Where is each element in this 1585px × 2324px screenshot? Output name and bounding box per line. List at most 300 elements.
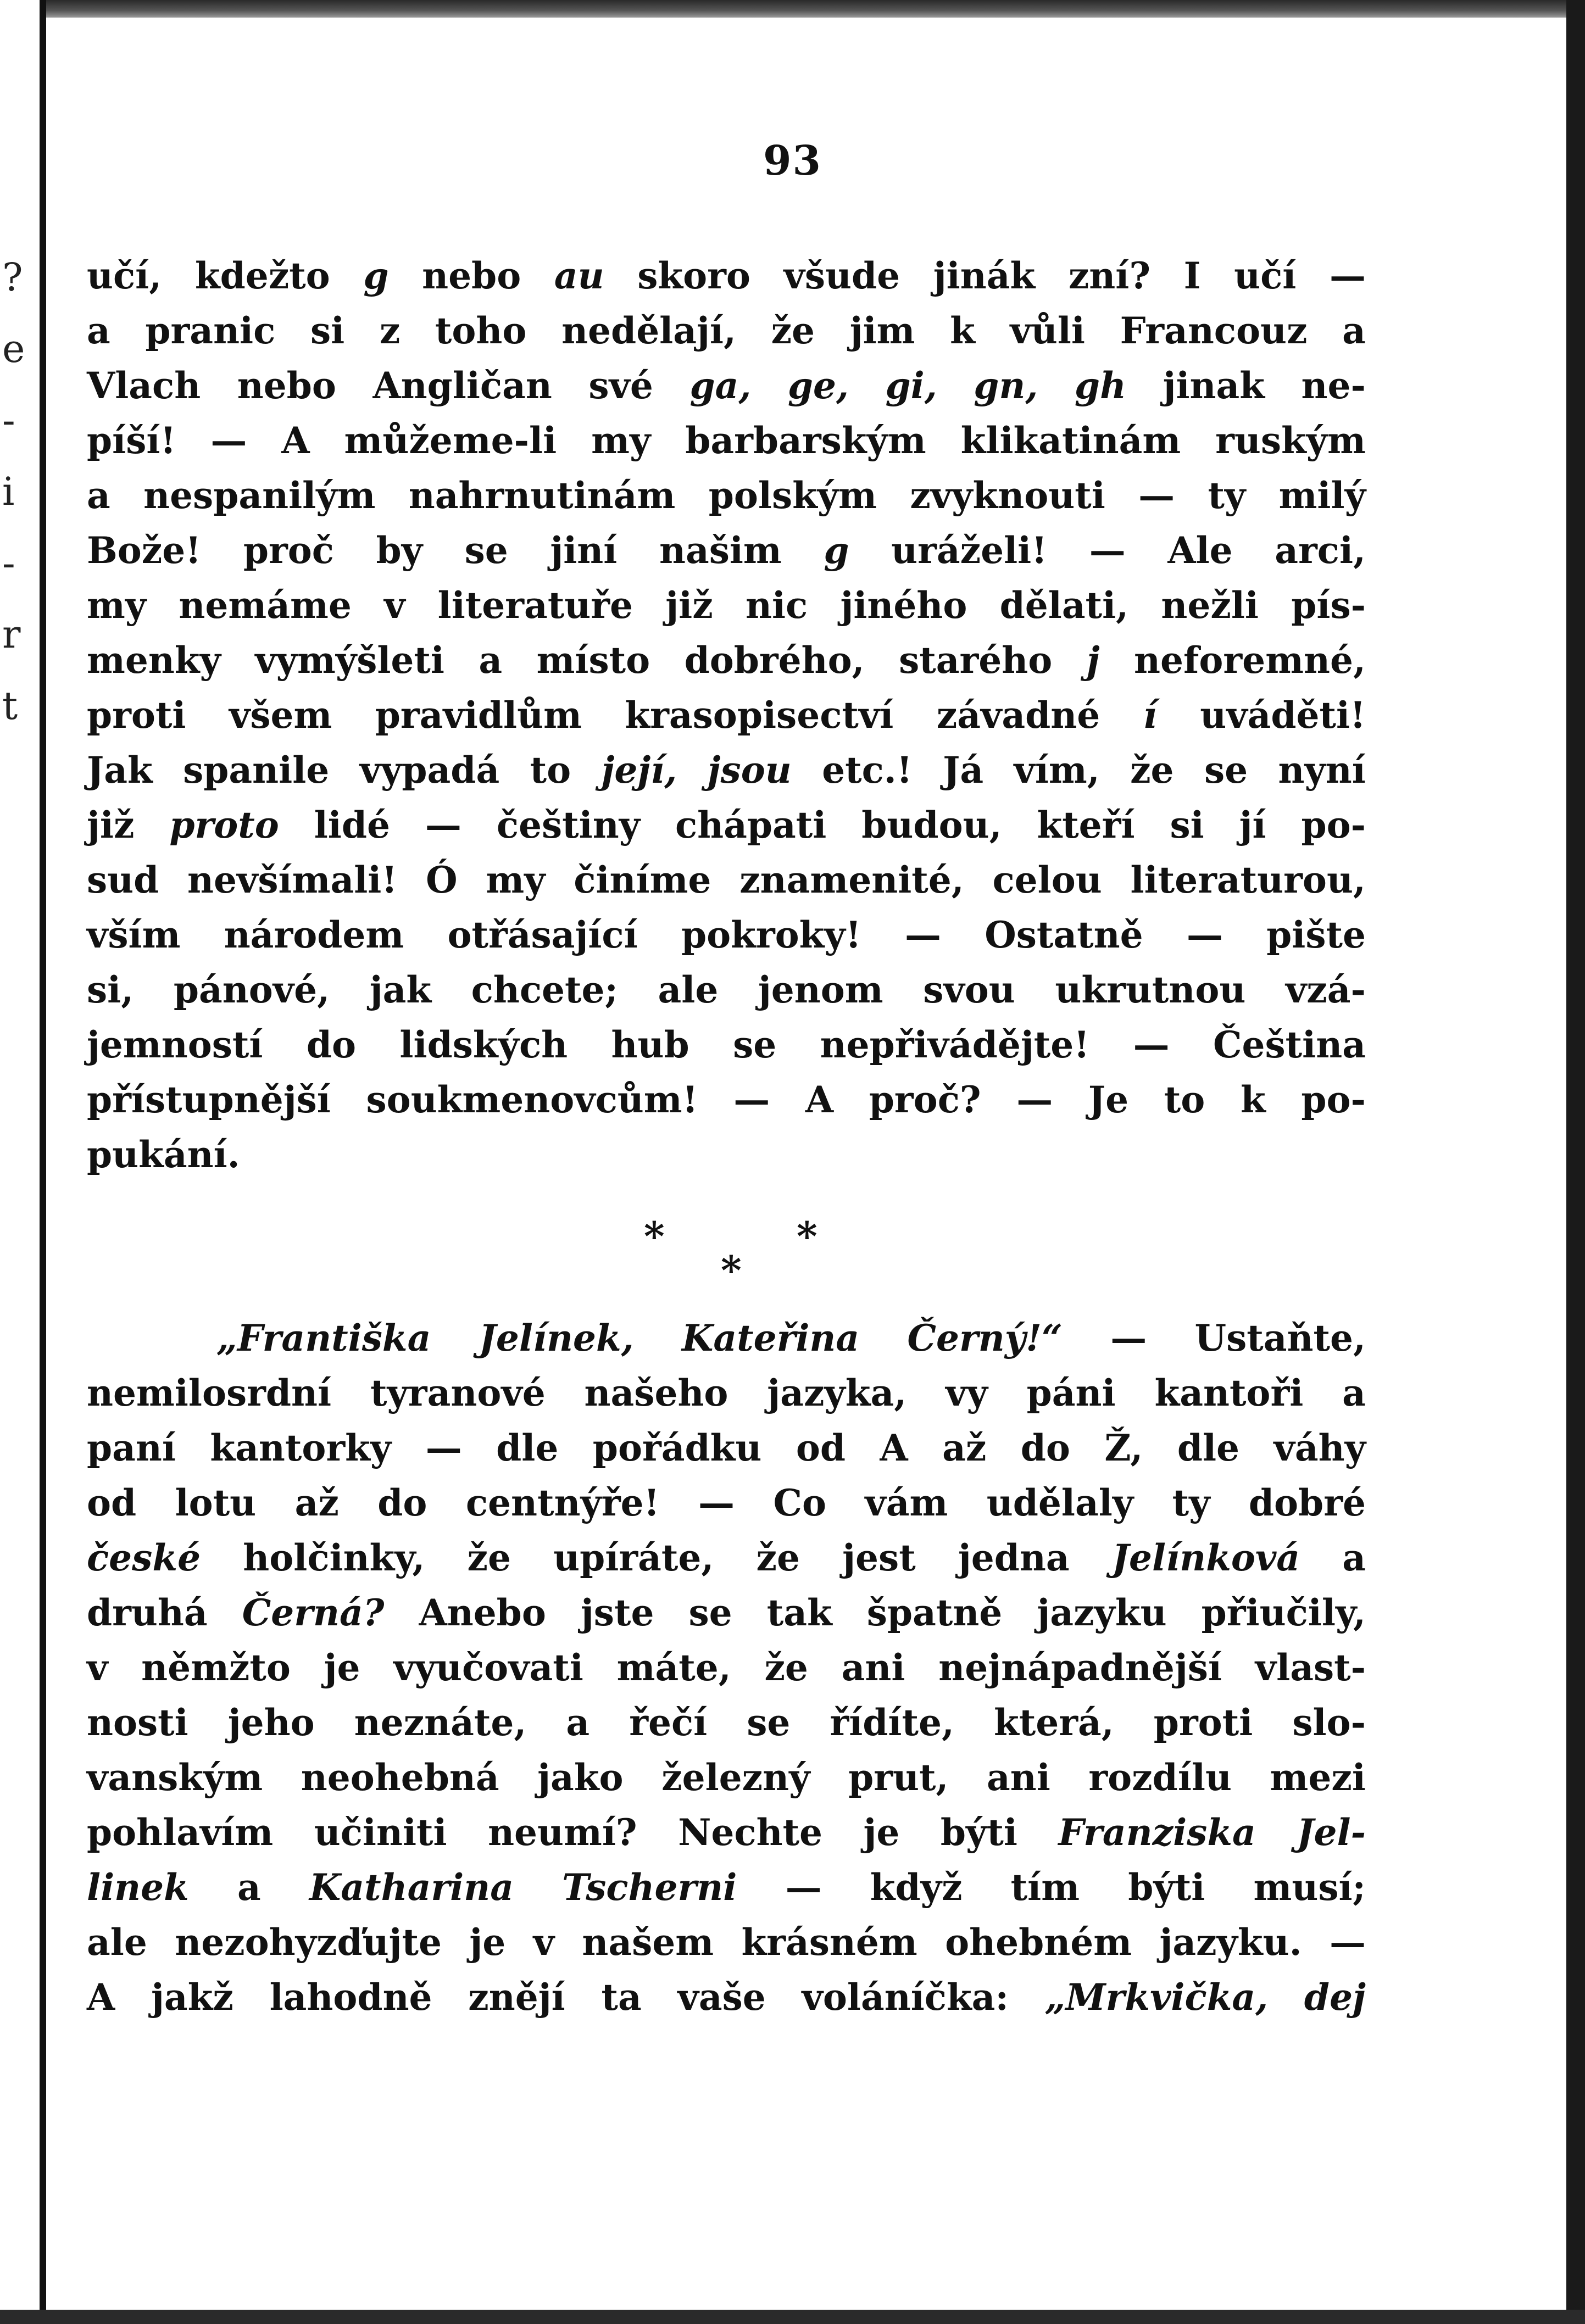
word: jako (537, 1756, 624, 1799)
word: dělati, (999, 584, 1129, 627)
word: krásném (741, 1921, 917, 1964)
word: své (588, 364, 653, 407)
word: pranic (145, 309, 276, 352)
word: „Mrkvička, (1044, 1976, 1269, 2019)
word: Anebo (419, 1591, 546, 1634)
word: Co (773, 1481, 826, 1524)
word: linek (87, 1866, 189, 1909)
word: že (771, 309, 815, 352)
word: gi, (885, 364, 937, 407)
word: kdežto (194, 254, 330, 297)
separator-asterisk: * (797, 1213, 817, 1259)
word: tyranové (370, 1372, 546, 1414)
word: vymýšleti (255, 639, 444, 682)
word: prut, (848, 1756, 949, 1799)
word: místo (536, 639, 650, 682)
text-line (87, 1585, 1366, 1640)
word: uváděti! (1200, 694, 1366, 737)
text-line (87, 1695, 1366, 1750)
word: si (1170, 804, 1204, 846)
word: Kateřina (681, 1317, 860, 1359)
word: již (665, 584, 713, 627)
text-line (87, 248, 1366, 303)
word: píší! (87, 419, 176, 462)
word: se (1204, 749, 1248, 792)
word: gn, (974, 364, 1038, 407)
text-line (87, 468, 1366, 523)
word: j (1086, 639, 1100, 682)
word: se (733, 1023, 777, 1066)
word: pohlavím (87, 1811, 274, 1854)
word: češtiny (496, 804, 641, 846)
word: Ale (1167, 529, 1233, 572)
word: řečí (629, 1701, 708, 1744)
word: Ž, (1104, 1426, 1143, 1469)
text-line (87, 1475, 1366, 1530)
word: Jak (87, 749, 153, 792)
word: — (904, 913, 941, 956)
word: neohebná (301, 1756, 499, 1799)
text-line (87, 1970, 1366, 2025)
word: jak (369, 968, 432, 1011)
word: Čeština (1213, 1023, 1366, 1066)
word: si, (87, 968, 134, 1011)
word: ga, (689, 364, 752, 407)
word: spanile (183, 749, 330, 792)
word: my (486, 859, 546, 901)
text-line (87, 1915, 1366, 1970)
edge-mark: e (2, 326, 25, 371)
word: neumí? (488, 1811, 637, 1854)
word: ge, (787, 364, 849, 407)
text-line (87, 578, 1366, 633)
word: jim (849, 309, 915, 352)
word: dle (1177, 1426, 1240, 1469)
word: železný (661, 1756, 810, 1799)
separator-asterisk: * (644, 1213, 665, 1259)
word: to (530, 749, 571, 792)
word: učí, (87, 254, 162, 297)
word: my (591, 419, 651, 462)
word: A (805, 1078, 834, 1121)
text-line (87, 1366, 1366, 1420)
word: uráželi! (891, 529, 1048, 572)
text-line (87, 358, 1366, 413)
word: k (1240, 1078, 1266, 1121)
word: můžeme-li (344, 419, 557, 462)
word: Já (943, 749, 984, 792)
word: se (688, 1591, 732, 1634)
word: sud (87, 859, 159, 901)
word: A (880, 1426, 908, 1469)
word: nevšímali! (187, 859, 398, 901)
word: nebo (237, 364, 336, 407)
word: nyní (1278, 749, 1366, 792)
word: pravidlům (375, 694, 582, 737)
word: — (1110, 1317, 1147, 1359)
text-line (87, 1750, 1366, 1805)
word: v (87, 1646, 108, 1689)
word: druhá (87, 1591, 208, 1634)
edge-mark: - (2, 398, 15, 443)
word: Černý!“ (907, 1317, 1063, 1359)
word: centnýře! (465, 1481, 660, 1524)
word: paní (87, 1426, 176, 1469)
word: Bože! (87, 529, 202, 572)
word: jí (1239, 804, 1266, 846)
separator-asterisk: * (721, 1247, 742, 1294)
word: ty (1208, 474, 1246, 517)
word: do (306, 1023, 357, 1066)
word: dobrého, (684, 639, 865, 682)
word: slo- (1292, 1701, 1366, 1744)
text-line (87, 1127, 1366, 1182)
word: když (870, 1866, 963, 1909)
word: ani (987, 1756, 1050, 1799)
word: etc.! (822, 749, 913, 792)
word: Jel- (1297, 1811, 1366, 1854)
word: g (363, 254, 389, 297)
word: voláníčka: (802, 1976, 1009, 2019)
word: literatuře (437, 584, 633, 627)
paragraph-2 (87, 1311, 1366, 2025)
word: ne- (1301, 364, 1366, 407)
word: — (1186, 913, 1223, 956)
word: — (1089, 529, 1126, 572)
edge-mark: t (2, 683, 18, 728)
word: A (281, 419, 310, 462)
word: jinak (1163, 364, 1265, 407)
word: kantorky (210, 1426, 392, 1469)
word: až (942, 1426, 987, 1469)
word: zní? (1068, 254, 1151, 297)
word: Franziska (1058, 1811, 1256, 1854)
word: a (1342, 309, 1366, 352)
word: — (733, 1078, 770, 1121)
word: udělaly (986, 1481, 1134, 1524)
word: pořádku (592, 1426, 762, 1469)
word: neforemné, (1134, 639, 1366, 682)
word: tak (766, 1591, 832, 1634)
word: vůli (1010, 309, 1085, 352)
word: Francouz (1120, 309, 1308, 352)
word: ty (1172, 1481, 1210, 1524)
word: nežli (1161, 584, 1259, 627)
word: arci, (1275, 529, 1366, 572)
word: se (464, 529, 508, 572)
word: jsou (707, 749, 792, 792)
word: jedna (958, 1536, 1070, 1579)
word: že (756, 1536, 800, 1579)
word: vím, (1014, 749, 1100, 792)
paragraph-1 (87, 248, 1366, 1182)
scan-gutter-line (40, 0, 46, 2324)
word: znamenité, (739, 859, 964, 901)
word: literaturou, (1130, 859, 1366, 901)
word: nemilosrdní (87, 1372, 332, 1414)
word: od (87, 1481, 137, 1524)
word: váhy (1273, 1426, 1366, 1469)
word: po- (1301, 1078, 1366, 1121)
word: proti (1153, 1701, 1253, 1744)
text-line (87, 1860, 1366, 1915)
word: toho (435, 309, 527, 352)
word: my (87, 584, 147, 627)
word: ohebném (945, 1921, 1132, 1964)
word: jinák (933, 254, 1036, 297)
word: neznáte, (354, 1701, 527, 1744)
word: je (324, 1646, 360, 1689)
word: je (469, 1921, 506, 1964)
page-number: 93 (763, 137, 822, 185)
word: nezohyzďujte (175, 1921, 442, 1964)
word: — (1329, 254, 1366, 297)
word: učí (1234, 254, 1297, 297)
word: závadné (936, 694, 1100, 737)
word: našim (659, 529, 782, 572)
word: I (1183, 254, 1201, 297)
word: Nechte (678, 1811, 823, 1854)
word: by (376, 529, 423, 572)
scan-top-edge (0, 0, 1585, 18)
word: nahrnutinám (408, 474, 676, 517)
word: vaše (677, 1976, 766, 2019)
edge-mark: i (2, 469, 15, 514)
text-line (87, 1017, 1366, 1072)
word: krasopisectví (625, 694, 894, 737)
word: Černá? (242, 1591, 385, 1634)
word: nejnápadnější (938, 1646, 1222, 1689)
word: a (237, 1866, 261, 1909)
word: skoro (637, 254, 750, 297)
word: pokroky! (681, 913, 861, 956)
word: upíráte, (553, 1536, 714, 1579)
word: Ustaňte, (1194, 1317, 1366, 1359)
word: je (863, 1811, 900, 1854)
word: kantoři (1154, 1372, 1304, 1414)
edge-mark: r (2, 612, 21, 657)
word: jiného (840, 584, 967, 627)
word: A (87, 1976, 115, 2019)
word: hub (611, 1023, 689, 1066)
word: — (1329, 1921, 1366, 1964)
word: starého (899, 639, 1053, 682)
word: vám (865, 1481, 948, 1524)
word: našeho (584, 1372, 728, 1414)
text-line (87, 1640, 1366, 1695)
word: pište (1266, 913, 1366, 956)
word: jest (842, 1536, 916, 1579)
word: vy (946, 1372, 988, 1414)
text-line (87, 1072, 1366, 1127)
word: do (377, 1481, 427, 1524)
word: jazyku (1037, 1591, 1167, 1634)
word: do (1020, 1426, 1070, 1469)
word: menky (87, 639, 221, 682)
word: Angličan (372, 364, 552, 407)
word: a (1342, 1372, 1366, 1414)
word: a (87, 309, 110, 352)
text-line (87, 688, 1366, 743)
word: nemáme (179, 584, 352, 627)
word: vanským (87, 1756, 263, 1799)
word: Jelínková (1111, 1536, 1300, 1579)
section-separator (0, 1213, 1585, 1312)
word: dobré (1248, 1481, 1366, 1524)
word: zvyknouti (910, 474, 1105, 517)
word: vypadá (359, 749, 500, 792)
word: jenom (758, 968, 883, 1011)
word: proti (87, 694, 186, 737)
word: máte, (616, 1646, 731, 1689)
word: činíme (574, 859, 711, 901)
word: a (1342, 1536, 1366, 1579)
word: — (1138, 474, 1175, 517)
word: přístupnější (87, 1078, 331, 1121)
word: dej (1304, 1976, 1366, 2019)
word: její, (601, 749, 677, 792)
word: české (87, 1536, 201, 1579)
word: „Františka (216, 1317, 431, 1359)
word: chápati (675, 804, 827, 846)
word: po- (1301, 804, 1366, 846)
word: která, (994, 1701, 1114, 1744)
word: se (747, 1701, 791, 1744)
word: celou (992, 859, 1102, 901)
word: všem (229, 694, 332, 737)
word: že (764, 1646, 808, 1689)
text-line (87, 962, 1366, 1017)
word: au (554, 254, 604, 297)
word: soukmenovcům! (366, 1078, 698, 1121)
word: již (87, 804, 135, 846)
word: to (1164, 1078, 1205, 1121)
word: všude (783, 254, 900, 297)
word: a (566, 1701, 590, 1744)
word: í (1143, 694, 1157, 737)
word: páni (1026, 1372, 1116, 1414)
word: jazyku. (1159, 1921, 1302, 1964)
word: si (310, 309, 345, 352)
word: našem (582, 1921, 714, 1964)
word: vyučovati (393, 1646, 583, 1689)
word: a (87, 474, 110, 517)
word: gh (1074, 364, 1127, 407)
word: v (384, 584, 405, 627)
word: ruským (1215, 419, 1366, 462)
word: jste (580, 1591, 654, 1634)
word: že (1130, 749, 1174, 792)
word: proč? (869, 1078, 981, 1121)
word: Tscherni (562, 1866, 737, 1909)
word: svou (923, 968, 1015, 1011)
word: vším (87, 913, 181, 956)
word: z (379, 309, 401, 352)
word: dle (496, 1426, 559, 1469)
word: jazyka, (767, 1372, 907, 1414)
word: ta (601, 1976, 642, 2019)
word: jemností (87, 1023, 263, 1066)
edge-mark: ? (2, 255, 23, 300)
word: vzá- (1285, 968, 1366, 1011)
word: milý (1278, 474, 1366, 517)
text-line (87, 523, 1366, 578)
word: učiniti (314, 1811, 447, 1854)
word: rozdílu (1088, 1756, 1232, 1799)
word: vlast- (1255, 1646, 1366, 1689)
text-line (87, 852, 1366, 907)
word: až (294, 1481, 339, 1524)
scan-bottom-edge (0, 2310, 1585, 2324)
word: g (824, 529, 849, 572)
word: — (210, 419, 247, 462)
word: Vlach (87, 364, 201, 407)
previous-page-edge-marks (2, 242, 30, 736)
word: tím (1010, 1866, 1080, 1909)
word: přiučily, (1201, 1591, 1366, 1634)
text-line (87, 633, 1366, 688)
text-line (87, 907, 1366, 962)
word: pís- (1291, 584, 1366, 627)
word: špatně (866, 1591, 1003, 1634)
word: němžto (141, 1646, 291, 1689)
word: Jelínek, (479, 1317, 634, 1359)
text-line (87, 1530, 1366, 1585)
word: lidských (399, 1023, 568, 1066)
word: jakž (151, 1976, 233, 2019)
word: nebo (422, 254, 521, 297)
word: pánové, (173, 968, 330, 1011)
word: řídíte, (830, 1701, 954, 1744)
word: jiní (550, 529, 618, 572)
word: — (698, 1481, 735, 1524)
word: kteří (1037, 804, 1135, 846)
word: znějí (468, 1976, 565, 2019)
text-line (87, 303, 1366, 358)
word: nosti (87, 1701, 188, 1744)
word: národem (224, 913, 404, 956)
word: musí; (1253, 1866, 1366, 1909)
word: budou, (861, 804, 1002, 846)
text-line (87, 1805, 1366, 1860)
word: Katharina (309, 1866, 514, 1909)
text-line (87, 1311, 1366, 1366)
text-line (87, 798, 1366, 852)
word: nic (745, 584, 808, 627)
word: od (796, 1426, 846, 1469)
word: Ó (426, 859, 458, 901)
word: Je (1088, 1078, 1129, 1121)
word: ale (658, 968, 719, 1011)
word: býti (940, 1811, 1017, 1854)
word: ale (87, 1921, 147, 1964)
word: — (425, 804, 461, 846)
word: nespanilým (143, 474, 376, 517)
word: býti (1128, 1866, 1205, 1909)
word: nepřivádějte! (820, 1023, 1090, 1066)
edge-mark: - (2, 540, 15, 586)
word: lahodně (269, 1976, 432, 2019)
word: jeho (227, 1701, 315, 1744)
word: proto (169, 804, 279, 846)
word: mezi (1270, 1756, 1366, 1799)
word: — (425, 1426, 462, 1469)
text-line (87, 1420, 1366, 1475)
word: proč (243, 529, 334, 572)
word: ani (841, 1646, 905, 1689)
word: pukání. (87, 1133, 240, 1176)
word: — (1016, 1078, 1053, 1121)
